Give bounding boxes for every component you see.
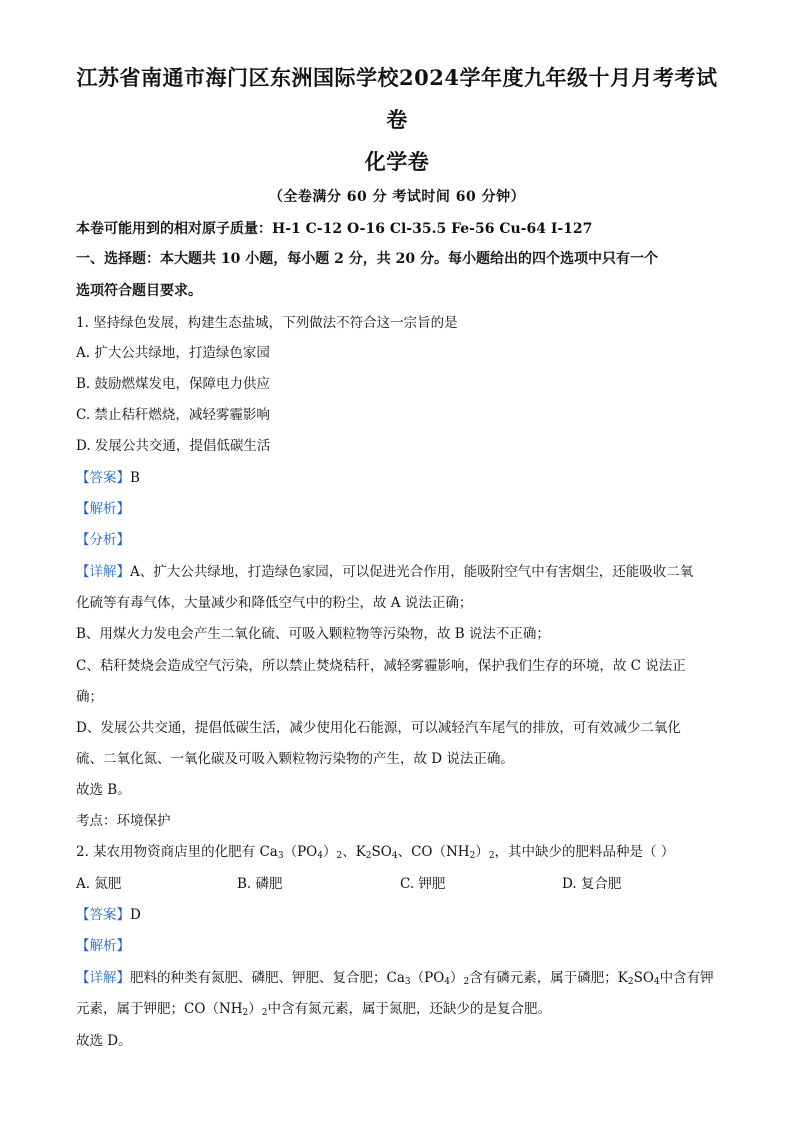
q1-option-b: B. 鼓励燃煤发电，保障电力供应 [76,376,271,392]
q1-detail-line1: 【详解】A、扩大公共绿地，打造绿色家园，可以促进光合作用，能吸附空气中有害烟尘，还能吸收二氧 [76,564,694,580]
q2-option-c: C. 钾肥 [400,876,446,892]
atomic-masses: 本卷可能用到的相对原子质量：H-1 C-12 O-16 Cl-35.5 Fe-56 Cu-64 I-127 [76,221,593,237]
section1-heading-line2: 选项符合题目要求。 [76,283,202,299]
answer-tag: 【答案】 [76,907,130,923]
q1-analysis-tag: 【解析】 [76,501,130,517]
q2-option-d: D. 复合肥 [562,876,622,892]
q1-detail-line6: D、发展公共交通，提倡低碳生活，减少使用化石能源，可以减轻汽车尾气的排放，可有效减少二氧化 [76,720,681,736]
detail-tag: 【详解】 [76,564,130,580]
q1-detail-line7: 硫、二氧化氮、一氧化碳及可吸入颗粒物污染物的产生，故 D 说法正确。 [76,751,514,767]
q1-detail-line3: B、用煤火力发电会产生二氧化硫、可吸入颗粒物等污染物，故 B 说法不正确； [76,626,550,642]
section1-heading-line1: 一、选择题：本大题共 10 小题，每小题 2 分，共 20 分。每小题给出的四个选项中只有一个 [76,251,658,267]
exam-title-line2: 卷 [386,107,408,132]
exam-title-line1: 江苏省南通市海门区东洲国际学校2024学年度九年级十月月考考试 [76,65,718,90]
q1-conclusion: 故选 B。 [76,782,131,798]
detail-tag: 【详解】 [76,970,130,986]
q2-answer-value: D [130,907,141,923]
q1-option-a: A. 扩大公共绿地，打造绿色家园 [76,345,270,361]
q1-detail-line5: 确； [76,689,103,705]
q2-stem: 2. 某农用物资商店里的化肥有 $Ca_3(PO_4)_2$、$K_2SO_4$、$CO(NH_2)_2$，其中缺少的肥料品种是（ ） [76,844,675,861]
q1-detail-line2: 化硫等有毒气体，大量减少和降低空气中的粉尘，故 A 说法正确； [76,595,473,611]
subject-title: 化学卷 [364,149,430,174]
q1-answer-value: B [130,470,140,486]
q2-answer [76,905,726,925]
q1-stem: 1. 坚持绿色发展，构建生态盐城，下列做法不符合这一宗旨的是 [76,315,458,331]
q1-kaodian: 考点：环境保护 [76,813,171,829]
q1-option-d: D. 发展公共交通，提倡低碳生活 [76,438,271,454]
q2-detail-line1: 【详解】肥料的种类有氮肥、磷肥、钾肥、复合肥；$Ca_3(PO_4)_2$含有磷元素，属于磷肥；$K_2SO_4$中含有钾 [76,970,714,987]
q2-option-b: B. 磷肥 [237,876,283,892]
q2-detail-line2: 元素，属于钾肥；$CO(NH_2)_2$中含有氮元素，属于氮肥，还缺少的是复合肥。 [76,1001,551,1018]
answer-tag: 【答案】 [76,470,130,486]
q2-conclusion: 故选 D。 [76,1033,132,1049]
q1-fenxi-tag: 【分析】 [76,532,130,548]
q1-answer [76,468,726,488]
q1-option-c: C. 禁止秸秆燃烧，减轻雾霾影响 [76,407,270,423]
exam-info: （全卷满分 60 分 考试时间 60 分钟） [268,189,526,205]
q1-detail-line4: C、秸秆焚烧会造成空气污染，所以禁止焚烧秸秆，减轻雾霾影响，保护我们生存的环境，故 C 说法正 [76,658,686,674]
q2-analysis-tag: 【解析】 [76,938,130,954]
q2-option-a: A. 氮肥 [76,876,122,892]
